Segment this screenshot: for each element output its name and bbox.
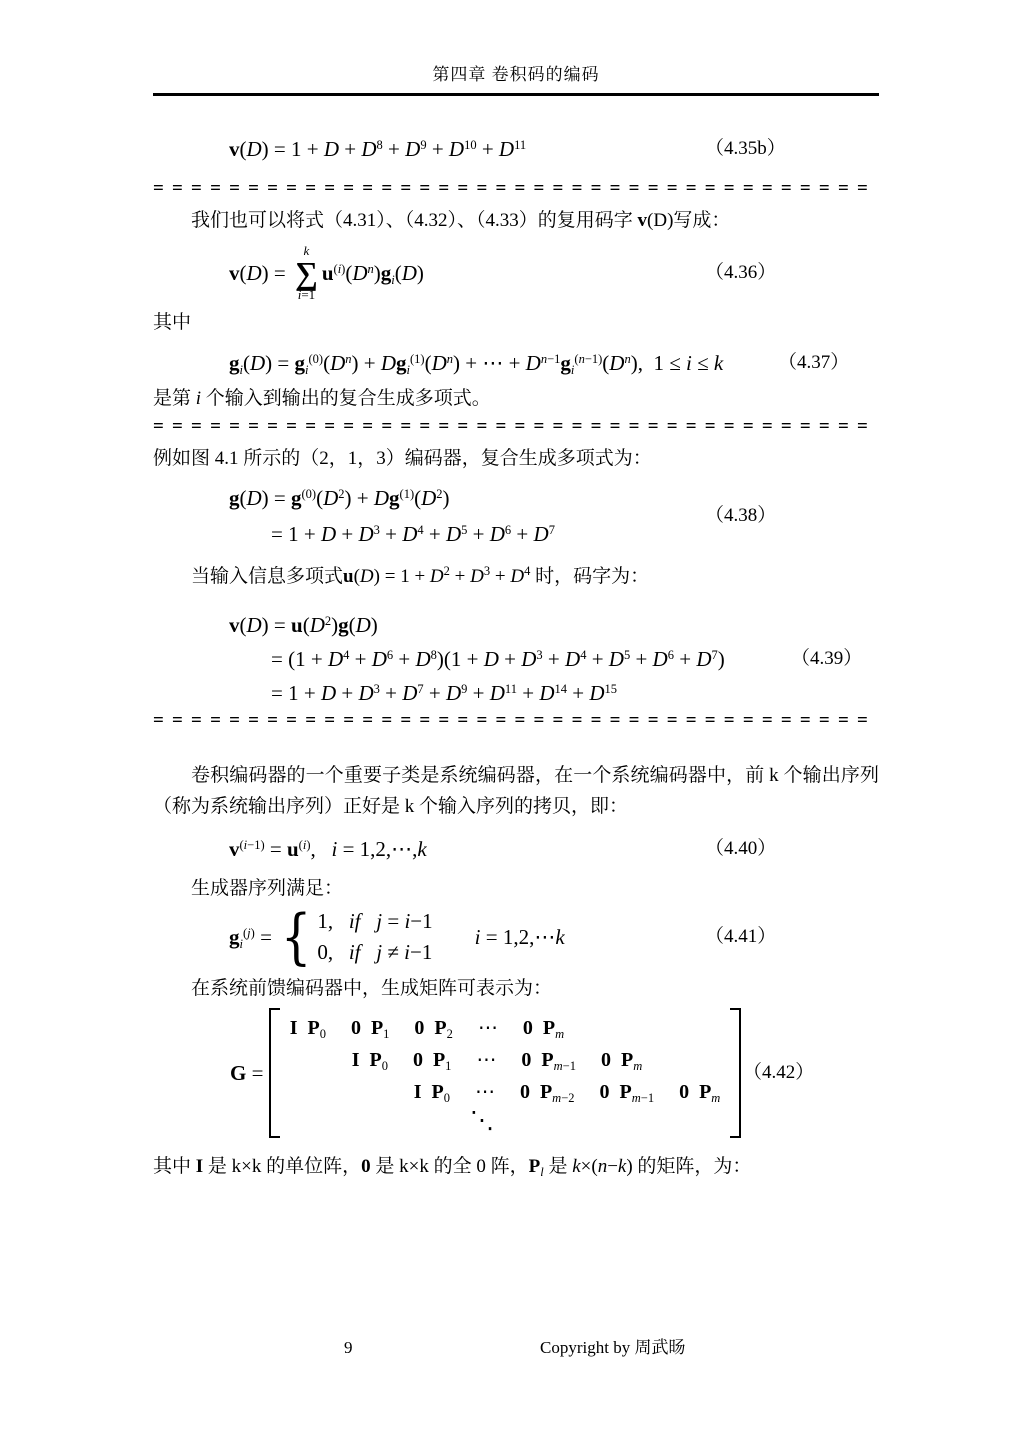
formula-rhs: $u^{(i)}(D^n)g_i(D)$ — [321, 261, 424, 287]
case-1: 1, if j = i−1 — [317, 909, 433, 933]
sum-upper-limit: k — [303, 243, 310, 258]
section-divider: ====================================== — [153, 178, 877, 199]
equation-4-41 — [153, 902, 879, 972]
formula-lhs: v(D) = — [229, 261, 292, 285]
equation-4-35b — [153, 132, 879, 166]
paragraph-matrices: 其中 I 是 k×k 的单位阵，0 是 k×k 的全 0 阵，$P_l$ 是 k×(n−k) 的矩阵，为： — [153, 1156, 752, 1179]
matrix-diagonal-dots: ⋱ — [469, 1108, 494, 1134]
equation-4-36 — [153, 244, 879, 302]
sum-lower-limit: i=1 — [297, 287, 316, 302]
paragraph-multiplex: 我们也可以将式（4.31）、（4.32）、（4.33）的复用码字 v(D)写成： — [191, 210, 731, 231]
paragraph-generator: 生成器序列满足： — [191, 878, 344, 899]
equation-number: （4.37） — [778, 352, 850, 373]
formula-line-2: = $(1 + D^4 + D^6 + D^8)(1 + D + D^3 + D^4 + D^5 + D^6 + D^7)$ — [271, 647, 725, 671]
formula-line-3: = $1 + D + D^3 + D^7 + D^9 + D^{11} + D^{14} + D^{15}$ — [271, 681, 617, 705]
matrix-row-1: I $P_0$ 0 $P_1$ 0 $P_2$ ⋯ 0 $P_m$ — [289, 1017, 565, 1041]
equation-number: （4.39） — [791, 648, 863, 669]
summation-symbol — [295, 244, 318, 302]
matrix-rows — [280, 1008, 731, 1138]
formula-line-2: = $1 + D + D^3 + D^4 + D^5 + D^6 + D^7$ — [271, 522, 555, 546]
section-divider: ====================================== — [153, 416, 877, 437]
paragraph-input-polynomial: 当输入信息多项式$u(D) = 1 + D^2 + D^3 + D^4$ 时，码字为： — [191, 564, 650, 587]
copyright-text: Copyright by 周武旸 — [540, 1338, 686, 1357]
equation-number: （4.38） — [705, 505, 777, 526]
paragraph-example: 例如图 4.1 所示的（2，1，3）编码器，复合生成多项式为： — [153, 448, 652, 469]
paragraph-feedforward: 在系统前馈编码器中，生成矩阵可表示为： — [191, 978, 553, 999]
case-rows — [317, 906, 432, 968]
formula: $v^{(i-1)} = u^{(i)}$, i = 1,2,⋯,k — [229, 837, 427, 861]
case-2: 0, if j ≠ i−1 — [317, 940, 433, 964]
page-header — [153, 64, 879, 96]
formula: $g_i(D) = g_i^{(0)}(D^n) + Dg_i^{(1)}(D^n)$ + ⋯ + $D^{n-1}g_i^{(n-1)}(D^n)$, 1 ≤ i ≤ k — [229, 351, 724, 377]
equation-4-38 — [153, 480, 879, 552]
equation-number: （4.35b） — [705, 138, 786, 159]
formula-lhs: $g_i^{(j)}$ = — [229, 925, 278, 951]
paragraph-systematic: 卷积编码器的一个重要子类是系统编码器，在一个系统编码器中，前 k 个输出序列（称为系统输出序列）正好是 k 个输入序列的拷贝，即： — [153, 765, 879, 817]
equation-number: （4.41） — [705, 926, 777, 947]
formula-line-1: $g(D) = g^{(0)}(D^2) + Dg^{(1)}(D^2)$ — [229, 486, 450, 510]
right-bracket-icon — [730, 1008, 741, 1138]
left-brace-icon: { — [280, 902, 312, 972]
formula-lhs: G = — [230, 1061, 269, 1085]
paragraph-where: 其中 — [153, 312, 192, 333]
formula-rhs: i = 1,2,⋯k — [474, 925, 565, 949]
matrix-row-2: I $P_0$ 0 $P_1$ ⋯ 0 $P_{m-1}$ 0 $P_m$ — [351, 1049, 643, 1073]
equation-number: （4.40） — [705, 838, 777, 859]
left-bracket-icon — [269, 1008, 280, 1138]
equation-4-39 — [153, 608, 879, 710]
equation-number: （4.36） — [705, 262, 777, 283]
equation-4-40 — [153, 832, 879, 866]
paragraph-composite: 是第 i 个输入到输出的复合生成多项式。 — [153, 388, 491, 409]
chapter-title: 第四章 卷积码的编码 — [432, 65, 600, 84]
formula-line-1: $v(D) = u(D^2)g(D)$ — [229, 613, 378, 637]
formula: $v(D) = 1 + D + D^8 + D^9 + D^{10} + D^{11}$ — [229, 137, 527, 161]
sigma-icon: ∑ — [295, 255, 318, 291]
equation-4-37 — [153, 346, 879, 380]
matrix-row-3: I $P_0$ ⋯ 0 $P_{m-2}$ 0 $P_{m-1}$ 0 $P_m$ — [413, 1081, 721, 1105]
equation-number: （4.42） — [743, 1062, 815, 1083]
section-divider: ====================================== — [153, 710, 877, 731]
equation-4-42 — [153, 1008, 879, 1138]
page-number: 9 — [344, 1338, 353, 1357]
